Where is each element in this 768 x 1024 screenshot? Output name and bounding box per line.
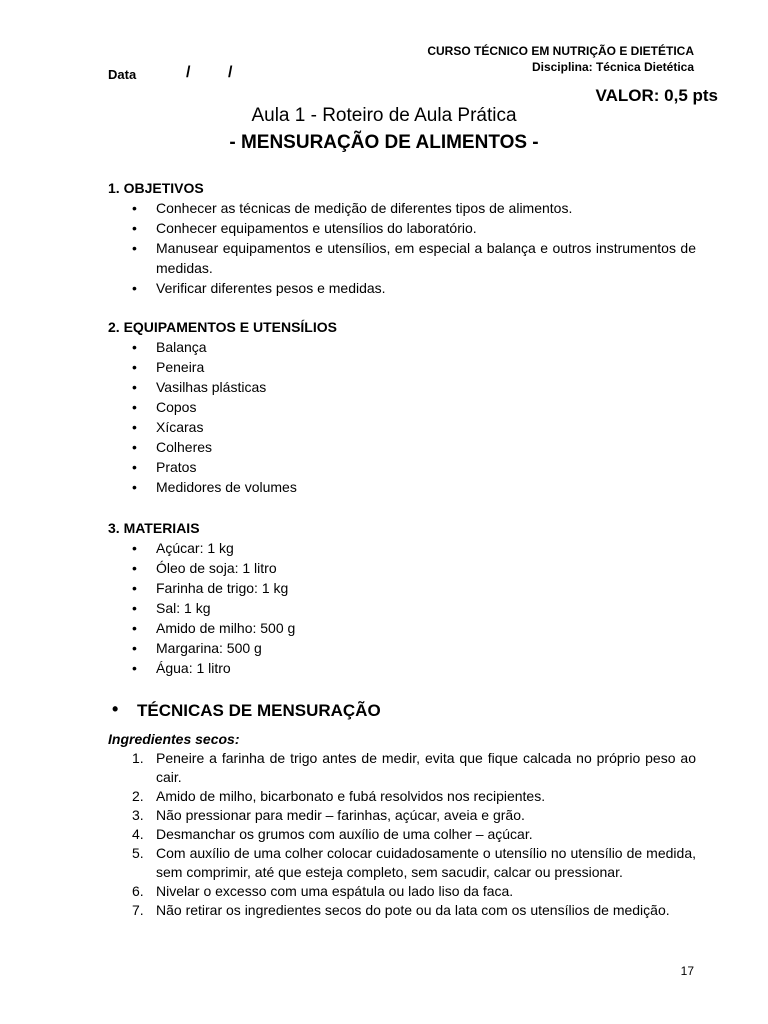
list-item: • Conhecer as técnicas de medição de diferentes tipos de alimentos. [108, 198, 696, 218]
bullet-list [108, 198, 696, 298]
list-item: • Vasilhas plásticas [108, 377, 696, 397]
list-item: • Copos [108, 397, 696, 417]
list-item: • Óleo de soja: 1 litro [108, 558, 696, 578]
list-item: • Manusear equipamentos e utensílios, em especial a balança e outros instrumentos de medidas. [108, 238, 696, 278]
list-item: • Xícaras [108, 417, 696, 437]
bullet-list [108, 337, 696, 497]
list-item: 6. Nivelar o excesso com uma espátula ou lado liso da faca. [132, 883, 514, 899]
section-equipamentos [108, 317, 696, 497]
bullet-icon: • [112, 699, 119, 719]
list-item: 1. Peneire a farinha de trigo antes de medir, evita que fique calcada no próprio peso ao cair. [132, 750, 696, 785]
date-separator-1: / [186, 64, 191, 81]
list-item: • Açúcar: 1 kg [108, 538, 696, 558]
date-label: Data [108, 67, 137, 82]
list-item: • Sal: 1 kg [108, 598, 696, 618]
list-item: 7. Não retirar os ingredientes secos do pote ou da lata com os utensílios de medição. [132, 902, 670, 918]
section-heading: 3. MATERIAIS [108, 520, 200, 536]
section-heading: 2. EQUIPAMENTOS E UTENSÍLIOS [108, 319, 337, 335]
list-item: • Conhecer equipamentos e utensílios do laboratório. [108, 218, 696, 238]
page-number: 17 [680, 964, 694, 978]
bullet-list [108, 538, 696, 678]
discipline-name: Disciplina: Técnica Dietética [531, 60, 694, 74]
list-item: • Amido de milho: 500 g [108, 618, 696, 638]
page-title: Aula 1 - Roteiro de Aula Prática [251, 105, 517, 126]
list-item: 3. Não pressionar para medir – farinhas, açúcar, aveia e grão. [132, 807, 525, 823]
list-item: 2. Amido de milho, bicarbonato e fubá resolvidos nos recipientes. [132, 788, 546, 804]
page-subtitle: - MENSURAÇÃO DE ALIMENTOS - [229, 132, 539, 153]
course-name: CURSO TÉCNICO EM NUTRIÇÃO E DIETÉTICA [427, 44, 694, 58]
section-materiais [108, 518, 696, 678]
list-item: • Medidores de volumes [108, 477, 696, 497]
list-item: • Água: 1 litro [108, 658, 696, 678]
techniques-subheading: Ingredientes secos: [108, 731, 240, 747]
section-objetivos [108, 178, 696, 298]
list-item: • Colheres [108, 437, 696, 457]
list-item: 4. Desmanchar os grumos com auxílio de uma colher – açúcar. [132, 826, 533, 842]
list-item: • Verificar diferentes pesos e medidas. [108, 278, 696, 298]
list-item: • Peneira [108, 357, 696, 377]
techniques-heading: TÉCNICAS DE MENSURAÇÃO [137, 701, 381, 720]
numbered-list [108, 749, 696, 920]
valor-label: VALOR: 0,5 pts [595, 86, 718, 105]
list-item: • Margarina: 500 g [108, 638, 696, 658]
list-item: • Pratos [108, 457, 696, 477]
list-item: • Farinha de trigo: 1 kg [108, 578, 696, 598]
section-heading: 1. OBJETIVOS [108, 180, 204, 196]
list-item: 5. Com auxílio de uma colher colocar cuidadosamente o utensílio no utensílio de medida, sem comprimir, até que esteja completo, sem sacudir, calcar ou pressionar. [132, 845, 696, 880]
date-separator-2: / [228, 64, 233, 81]
list-item: • Balança [108, 337, 696, 357]
